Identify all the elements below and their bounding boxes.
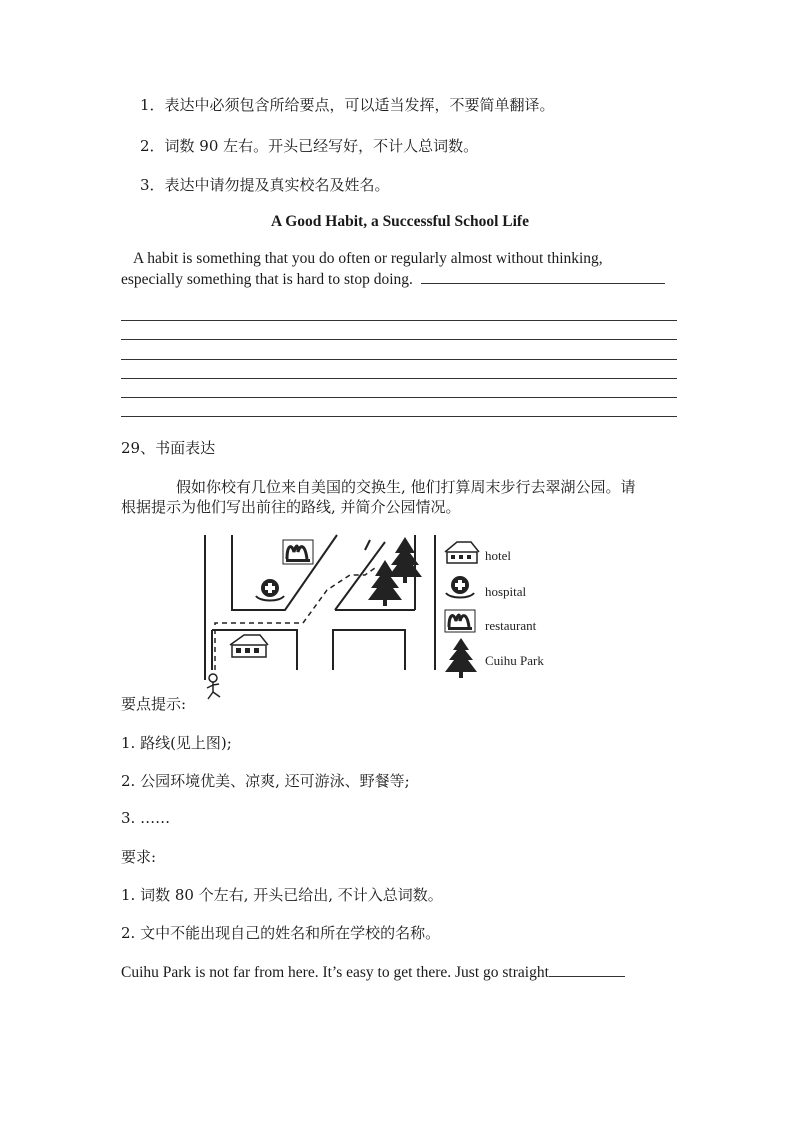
route-map <box>195 530 555 700</box>
point-1: 1. 路线(见上图); <box>121 734 232 752</box>
tree-icon <box>445 638 477 678</box>
block-bottom-middle <box>333 630 405 670</box>
hotel-icon <box>230 635 268 657</box>
instruction-3: 3．表达中请勿提及真实校名及姓名。 <box>140 176 390 194</box>
legend-hotel: hotel <box>485 548 511 563</box>
writing-line[interactable] <box>121 339 677 340</box>
instruction-1: 1．表达中必须包含所给要点，可以适当发挥，不要简单翻译。 <box>140 96 555 114</box>
essay-line-2-text: especially something that is hard to stop doing. <box>121 271 413 288</box>
points-label: 要点提示: <box>121 695 187 713</box>
writing-line[interactable] <box>121 320 677 321</box>
answer-blank[interactable] <box>549 961 625 977</box>
hospital-icon <box>446 576 474 598</box>
answer-blank[interactable] <box>421 268 665 284</box>
hospital-icon <box>256 579 284 601</box>
point-3: 3. …… <box>121 809 171 827</box>
writing-line[interactable] <box>121 359 677 360</box>
instruction-2: 2．词数 90 左右。开头已经写好，不计人总词数。 <box>140 137 479 155</box>
requirements-label: 要求: <box>121 848 157 866</box>
writing-line[interactable] <box>121 378 677 379</box>
essay-title: A Good Habit, a Successful School Life <box>271 213 529 230</box>
hotel-icon <box>445 542 479 563</box>
legend-hospital: hospital <box>485 584 527 599</box>
essay-start-line <box>121 961 625 983</box>
street-tick <box>365 540 370 550</box>
question-29-prompt-1: 假如你校有几位来自美国的交换生, 他们打算周末步行去翠湖公园。请 <box>176 478 636 496</box>
essay-line-1: A habit is something that you do often or regularly almost without thinking, <box>133 250 603 267</box>
restaurant-icon <box>445 610 475 632</box>
essay-line-2 <box>121 268 665 290</box>
requirement-1: 1. 词数 80 个左右, 开头已给出, 不计入总词数。 <box>121 886 443 904</box>
question-29-prompt-2: 根据提示为他们写出前往的路线, 并简介公园情况。 <box>121 498 461 516</box>
writing-line[interactable] <box>121 416 677 417</box>
tree-icon <box>368 537 422 606</box>
question-29-heading: 29、书面表达 <box>121 439 216 457</box>
essay-start-text: Cuihu Park is not far from here. It’s easy to get there. Just go straight <box>121 964 549 981</box>
legend-restaurant: restaurant <box>485 618 537 633</box>
pedestrian-icon <box>207 674 220 699</box>
restaurant-icon <box>283 540 313 564</box>
point-2: 2. 公园环境优美、凉爽, 还可游泳、野餐等; <box>121 772 410 790</box>
requirement-2: 2. 文中不能出现自己的姓名和所在学校的名称。 <box>121 924 441 942</box>
writing-line[interactable] <box>121 397 677 398</box>
legend-cuihu-park: Cuihu Park <box>485 653 544 668</box>
